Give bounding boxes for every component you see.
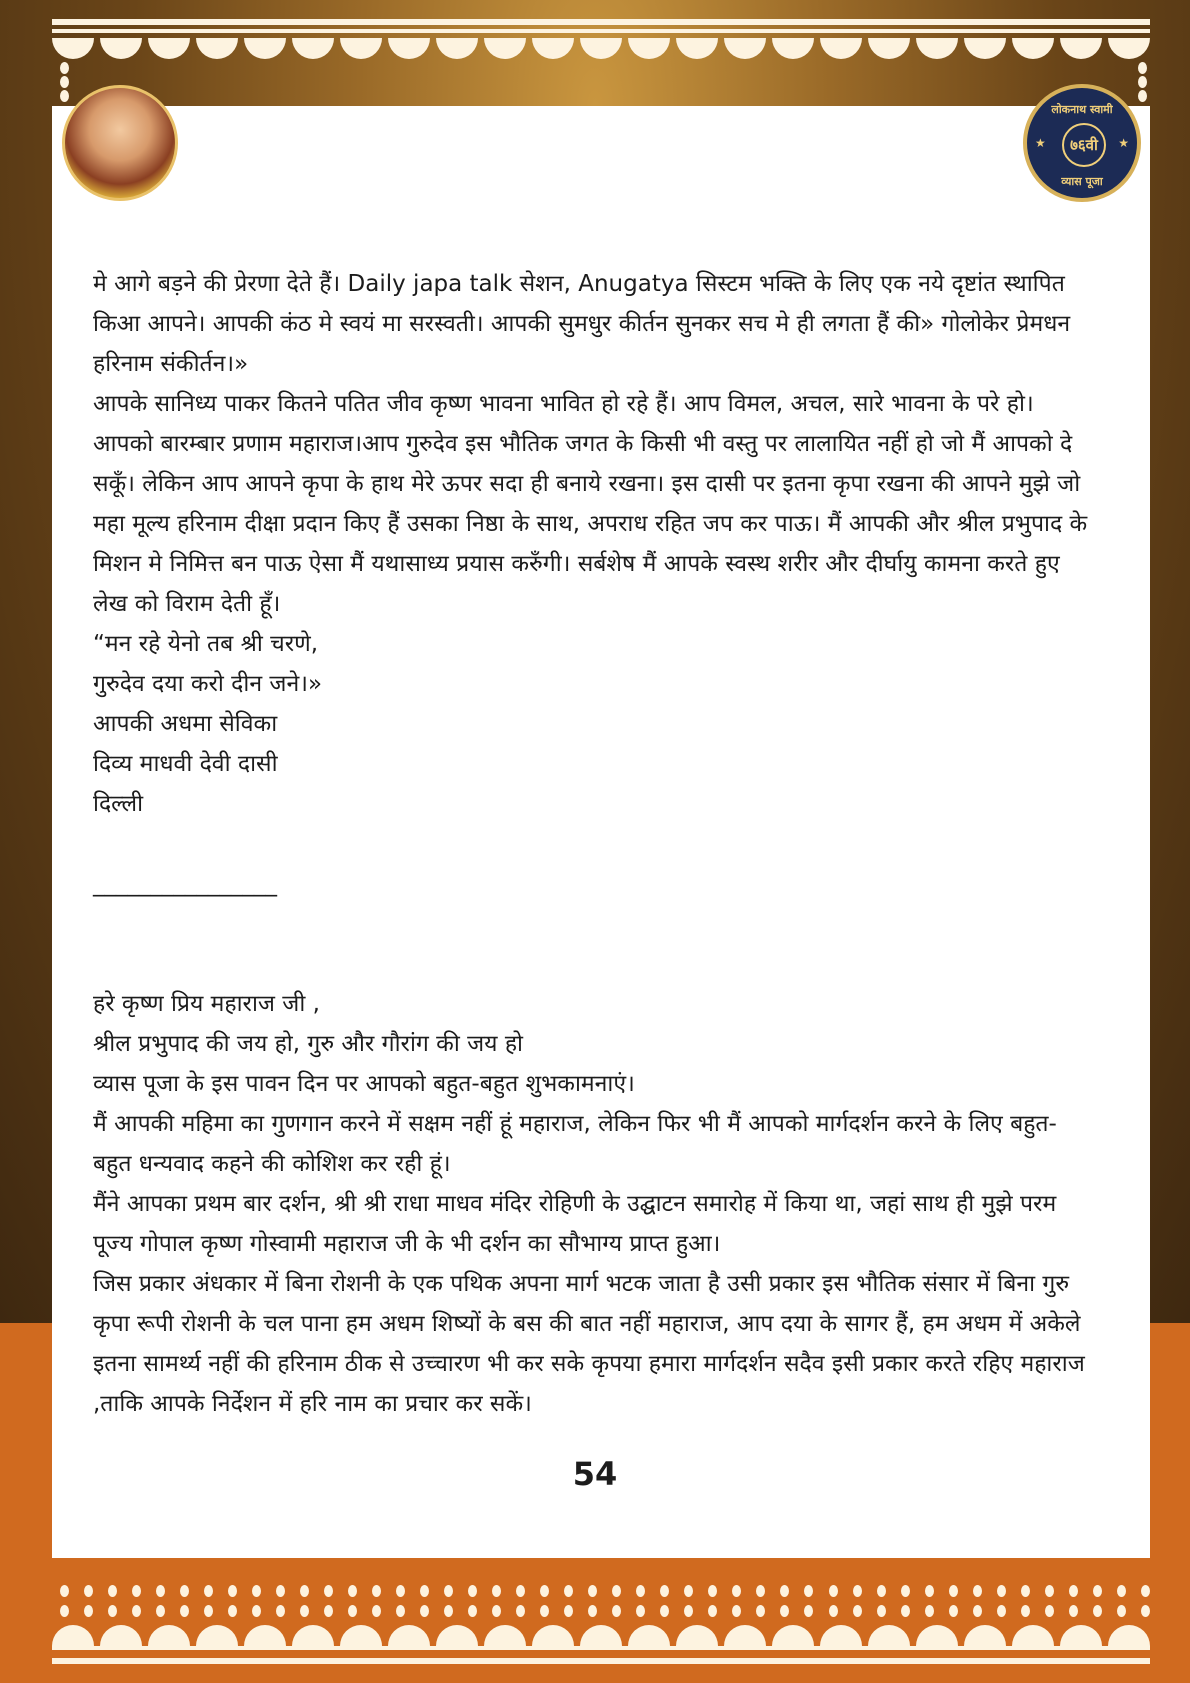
bottom-border-line xyxy=(52,1646,1150,1650)
seal-center-text: ७६वी xyxy=(1062,123,1106,167)
top-border-line-2 xyxy=(52,29,1150,33)
top-border-line xyxy=(52,19,1150,25)
bottom-scallop-border xyxy=(52,1625,1150,1646)
star-icon: ★ xyxy=(1118,136,1129,150)
bottom-dots-row-2 xyxy=(60,1605,1150,1619)
top-scallop-border xyxy=(52,38,1150,59)
signature-name: दिव्य माधवी देवी दासी xyxy=(93,751,278,777)
verse-line: गुरुदेव दया करो दीन जने।» xyxy=(93,671,323,697)
paragraph: जिस प्रकार अंधकार में बिना रोशनी के एक पथिक अपना मार्ग भटक जाता है उसी प्रकार इस भौतिक संसार में बिना गुरु कृपा रूपी रोशनी के चल पाना हम अधम शिष्यों के बस की बात नहीं महाराज, आप दया के सागर हैं, हम अधम में अकेले इतना सामर्थ्य नहीं की हरिनाम ठीक से उच्चारण भी कर सके कृपया हमारा मार्गदर्शन सदैव इसी प्रकार करते रहिए महाराज ,ताकि आपके निर्देशन में हरि नाम का प्रचार कर सकें। xyxy=(93,1271,1085,1417)
page-number: 54 xyxy=(572,1455,618,1493)
verse-line: “मन रहे येनो तब श्री चरणे, xyxy=(93,631,319,657)
paragraph: श्रील प्रभुपाद की जय हो, गुरु और गौरांग की जय हो xyxy=(93,1031,523,1057)
paragraph: मे आगे बड़ने की प्रेरणा देते हैं। Daily japa talk सेशन, Anugatya सिस्टम भक्ति के लिए एक नये दृष्टांत स्थापित किआ आपने। आपकी कंठ मे स्वयं मा सरस्वती। आपकी सुमधुर कीर्तन सुनकर सच मे ही लगता हैं की» गोलोकेर प्रेमधन हरिनाम संकीर्तन।» xyxy=(93,271,1071,377)
paragraph: मैंने आपका प्रथम बार दर्शन, श्री श्री राधा माधव मंदिर रोहिणी के उद्घाटन समारोह में किया था, जहां साथ ही मुझे परम पूज्य गोपाल कृष्ण गोस्वामी महाराज जी के भी दर्शन का सौभाग्य प्राप्त हुआ। xyxy=(93,1191,1057,1257)
star-icon: ★ xyxy=(1035,136,1046,150)
guru-portrait-image xyxy=(62,85,178,201)
greeting: हरे कृष्ण प्रिय महाराज जी , xyxy=(93,991,320,1017)
vyasa-puja-seal xyxy=(1023,84,1141,202)
letter-body xyxy=(93,264,1093,1424)
separator-line: ________________ xyxy=(93,871,277,897)
paragraph: व्यास पूजा के इस पावन दिन पर आपको बहुत-बहुत शुभकामनाएं। xyxy=(93,1071,635,1097)
bottom-dots-row-1 xyxy=(60,1585,1150,1599)
signature-line: आपकी अधमा सेविका xyxy=(93,711,278,737)
bottom-border-line-2 xyxy=(52,1658,1150,1664)
top-right-dots xyxy=(1138,62,1155,102)
signature-city: दिल्ली xyxy=(93,791,144,817)
top-left-dots xyxy=(60,62,77,102)
seal-top-text: लोकनाथ स्वामी xyxy=(1051,103,1113,116)
seal-bottom-text: व्यास पूजा xyxy=(1061,175,1103,188)
paragraph: आपके सानिध्य पाकर कितने पतित जीव कृष्ण भावना भावित हो रहे हैं। आप विमल, अचल, सारे भावना के परे हो। आपको बारम्बार प्रणाम महाराज।आप गुरुदेव इस भौतिक जगत के किसी भी वस्तु पर लालायित नहीं हो जो मैं आपको दे सकूँ। लेकिन आप आपने कृपा के हाथ मेरे ऊपर सदा ही बनाये रखना। इस दासी पर इतना कृपा रखना की आपने मुझे जो महा मूल्य हरिनाम दीक्षा प्रदान किए हैं उसका निष्ठा के साथ, अपराध रहित जप कर पाऊ। मैं आपकी और श्रील प्रभुपाद के मिशन मे निमित्त बन पाऊ ऐसा मैं यथासाध्य प्रयास करुँगी। सर्बशेष मैं आपके स्वस्थ शरीर और दीर्घायु कामना करते हुए लेख को विराम देती हूँ। xyxy=(93,391,1088,617)
paragraph: मैं आपकी महिमा का गुणगान करने में सक्षम नहीं हूं महाराज, लेकिन फिर भी मैं आपको मार्गदर्शन करने के लिए बहुत-बहुत धन्यवाद कहने की कोशिश कर रही हूं। xyxy=(93,1111,1057,1177)
